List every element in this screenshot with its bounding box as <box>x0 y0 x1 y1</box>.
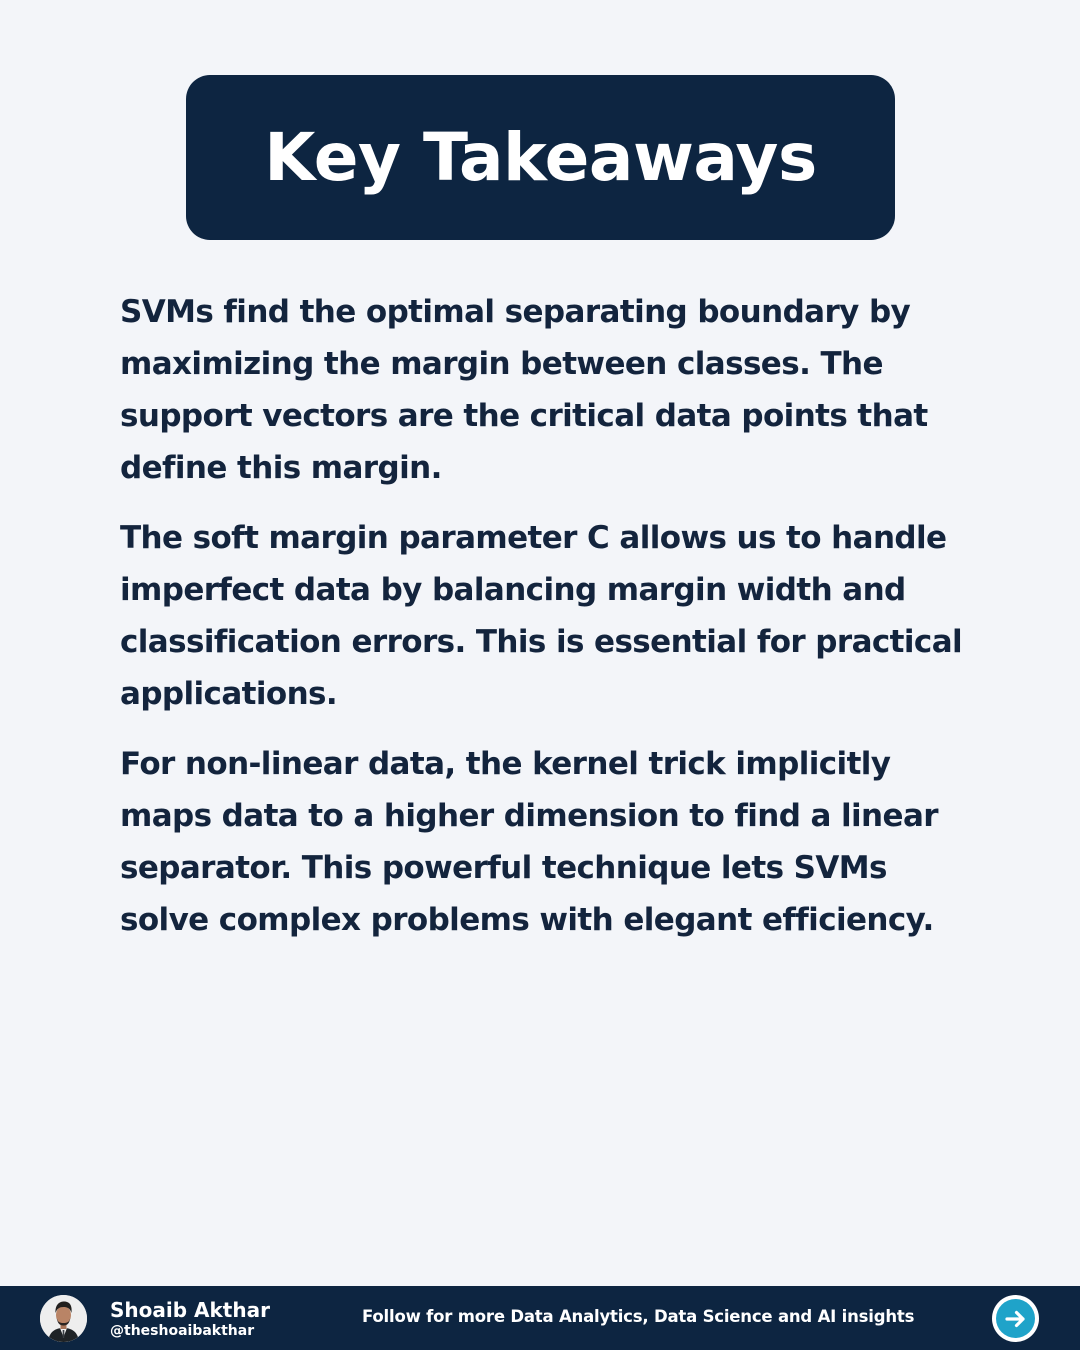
next-button[interactable] <box>992 1295 1039 1342</box>
page-title: Key Takeaways <box>264 119 817 196</box>
arrow-right-circle-icon <box>996 1299 1035 1338</box>
takeaways-content <box>120 286 970 964</box>
avatar-portrait-icon <box>40 1295 87 1342</box>
arrow-right-icon <box>1002 1305 1030 1333</box>
takeaway-paragraph-svm-margin: SVMs find the optimal separating boundary by maximizing the margin between classes. The support vectors are the critical data points that define this margin. <box>120 294 928 486</box>
author-name: Shoaib Akthar <box>110 1298 270 1322</box>
footer-bar <box>0 1286 1080 1350</box>
takeaway-paragraph-soft-margin: The soft margin parameter C allows us to handle imperfect data by balancing margin width and classification errors. This is essential for practical applications. <box>120 520 963 712</box>
takeaway-paragraph-kernel-trick: For non-linear data, the kernel trick implicitly maps data to a higher dimension to find a linear separator. This powerful technique lets SVMs solve complex problems with elegant efficiency. <box>120 746 938 938</box>
author-handle: @theshoaibakthar <box>110 1323 255 1339</box>
title-banner <box>186 75 895 240</box>
follow-cta-text: Follow for more Data Analytics, Data Science and AI insights <box>362 1307 915 1326</box>
avatar <box>40 1295 87 1342</box>
